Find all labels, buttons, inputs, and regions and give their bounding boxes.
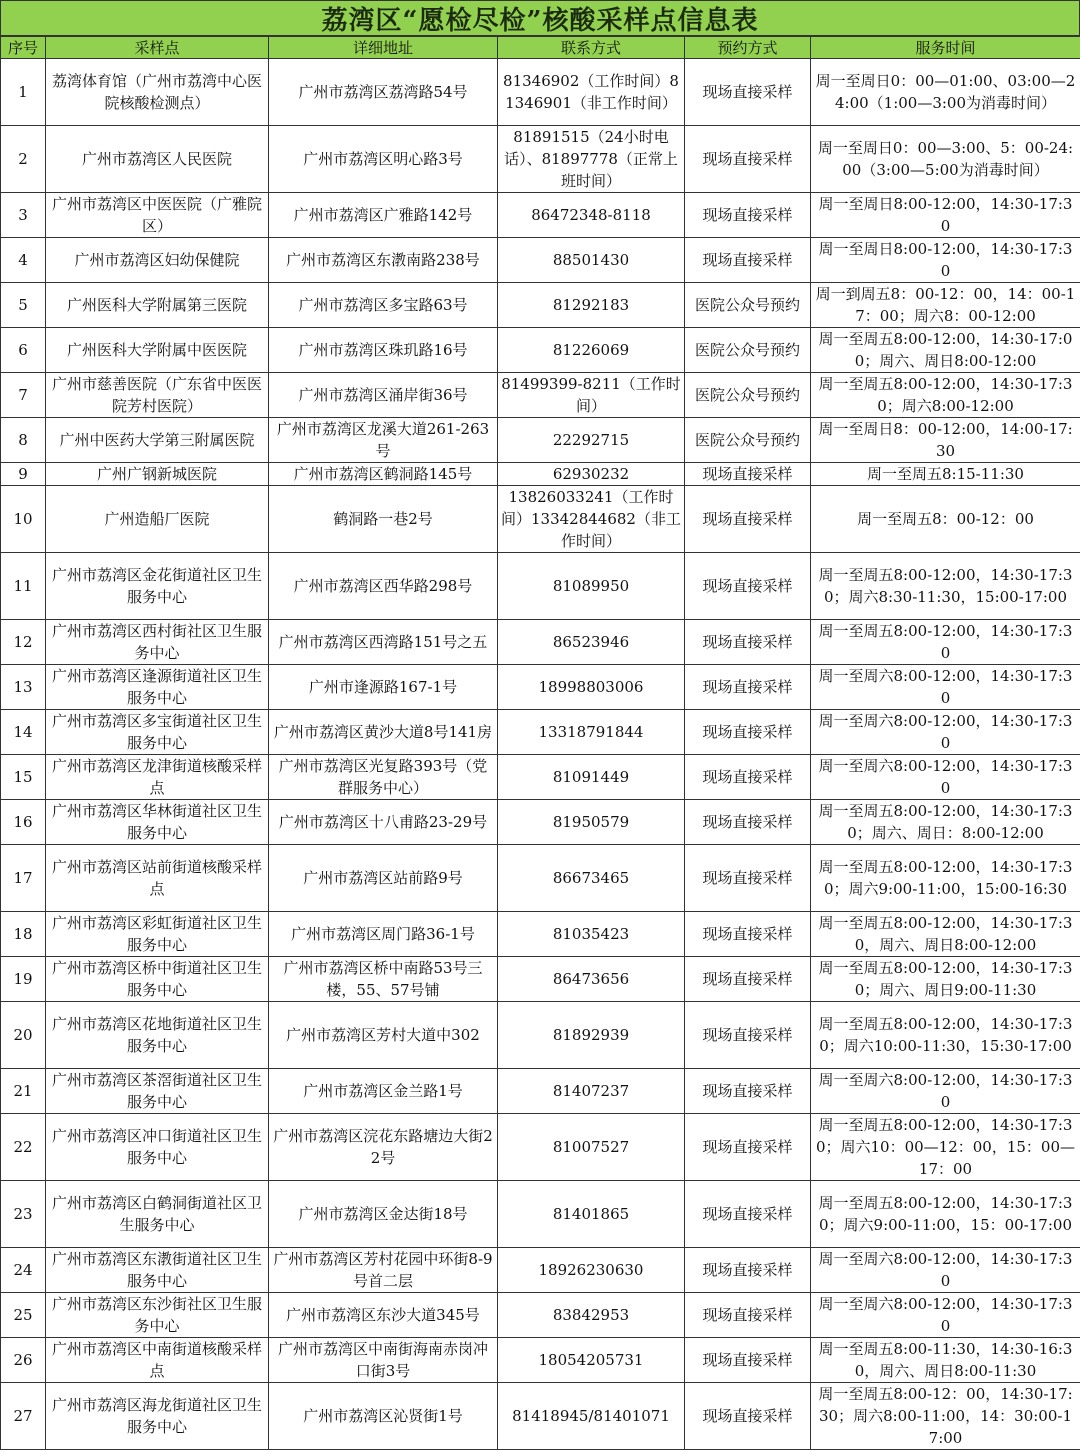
service-hours: 周一至周六8:00-12:00，14:30-17:30 bbox=[811, 665, 1080, 710]
table-row bbox=[1, 59, 1080, 126]
table-row bbox=[1, 1293, 1080, 1338]
service-hours: 周一至周五8:00-12:00，14:30-17:30；周六10:00-11:30，15:30-17:00 bbox=[811, 1002, 1080, 1069]
booking-method: 现场直接采样 bbox=[685, 59, 811, 126]
booking-method: 现场直接采样 bbox=[685, 193, 811, 238]
contact: 81418945/81401071 bbox=[498, 1383, 685, 1450]
booking-method: 医院公众号预约 bbox=[685, 418, 811, 463]
service-hours: 周一至周六8:00-12:00，14:30-17:30 bbox=[811, 710, 1080, 755]
service-hours: 周一至周五8:00-12:00，14:30-17:30 bbox=[811, 620, 1080, 665]
table-row bbox=[1, 800, 1080, 845]
table-row bbox=[1, 373, 1080, 418]
row-number: 15 bbox=[1, 755, 46, 800]
site-name: 广州市荔湾区桥中街道社区卫生服务中心 bbox=[46, 957, 269, 1002]
service-hours: 周一至周五8:00-12:00，14:30-17:30；周六8:30-11:30，15:00-17:00 bbox=[811, 553, 1080, 620]
service-hours: 周一至周日8:00-12:00，14:30-17:30 bbox=[811, 193, 1080, 238]
row-number: 24 bbox=[1, 1248, 46, 1293]
row-number: 1 bbox=[1, 59, 46, 126]
address: 广州市荔湾区中南街海南赤岗冲口街3号 bbox=[269, 1338, 498, 1383]
table-row bbox=[1, 1181, 1080, 1248]
service-hours: 周一到周五8：00-12：00，14：00-17：00；周六8：00-12:00 bbox=[811, 283, 1080, 328]
header-address: 详细地址 bbox=[269, 37, 498, 59]
service-hours: 周一至周六8:00-12:00，14:30-17:30 bbox=[811, 1248, 1080, 1293]
site-name: 广州市荔湾区人民医院 bbox=[46, 126, 269, 193]
site-name: 广州医科大学附属第三医院 bbox=[46, 283, 269, 328]
contact: 81892939 bbox=[498, 1002, 685, 1069]
row-number: 8 bbox=[1, 418, 46, 463]
address: 广州市荔湾区明心路3号 bbox=[269, 126, 498, 193]
site-name: 广州医科大学附属中医医院 bbox=[46, 328, 269, 373]
service-hours: 周一至周五8:00-12:00，14:30-17:30；周六10：00—12：00，15：00—17：00 bbox=[811, 1114, 1080, 1181]
table-row bbox=[1, 957, 1080, 1002]
site-name: 广州市荔湾区彩虹街道社区卫生服务中心 bbox=[46, 912, 269, 957]
booking-method: 现场直接采样 bbox=[685, 1002, 811, 1069]
address: 广州市荔湾区珠玑路16号 bbox=[269, 328, 498, 373]
site-name: 广州市荔湾区多宝街道社区卫生服务中心 bbox=[46, 710, 269, 755]
row-number: 14 bbox=[1, 710, 46, 755]
contact: 22292715 bbox=[498, 418, 685, 463]
header-site: 采样点 bbox=[46, 37, 269, 59]
row-number: 21 bbox=[1, 1069, 46, 1114]
site-name: 广州市荔湾区金花街道社区卫生服务中心 bbox=[46, 553, 269, 620]
address: 广州市荔湾区多宝路63号 bbox=[269, 283, 498, 328]
site-name: 广州市荔湾区茶滘街道社区卫生服务中心 bbox=[46, 1069, 269, 1114]
contact: 18054205731 bbox=[498, 1338, 685, 1383]
row-number: 18 bbox=[1, 912, 46, 957]
address: 广州市荔湾区涌岸街36号 bbox=[269, 373, 498, 418]
row-number: 20 bbox=[1, 1002, 46, 1069]
contact: 83842953 bbox=[498, 1293, 685, 1338]
service-hours: 周一至周六8:00-12:00，14:30-17:30 bbox=[811, 1293, 1080, 1338]
contact: 81007527 bbox=[498, 1114, 685, 1181]
table-row bbox=[1, 912, 1080, 957]
service-hours: 周一至周六8:00-12:00，14:30-17:30 bbox=[811, 1069, 1080, 1114]
table-row bbox=[1, 238, 1080, 283]
contact: 86472348-8118 bbox=[498, 193, 685, 238]
address: 广州市荔湾区金达街18号 bbox=[269, 1181, 498, 1248]
site-name: 广州市荔湾区站前街道核酸采样点 bbox=[46, 845, 269, 912]
booking-method: 现场直接采样 bbox=[685, 463, 811, 486]
contact: 81407237 bbox=[498, 1069, 685, 1114]
table-row bbox=[1, 1069, 1080, 1114]
address: 广州市荔湾区西华路298号 bbox=[269, 553, 498, 620]
address: 广州市荔湾区芳村大道中302 bbox=[269, 1002, 498, 1069]
service-hours: 周一至周五8:00-12:00，14:30-17:30，周六、周日8:00-12:00 bbox=[811, 912, 1080, 957]
contact: 81035423 bbox=[498, 912, 685, 957]
booking-method: 现场直接采样 bbox=[685, 1248, 811, 1293]
header-contact: 联系方式 bbox=[498, 37, 685, 59]
table-title: 荔湾区“愿检尽检”核酸采样点信息表 bbox=[0, 0, 1080, 36]
address: 广州市逢源路167-1号 bbox=[269, 665, 498, 710]
booking-method: 现场直接采样 bbox=[685, 1114, 811, 1181]
contact: 13318791844 bbox=[498, 710, 685, 755]
contact: 81499399-8211（工作时间） bbox=[498, 373, 685, 418]
table-row bbox=[1, 553, 1080, 620]
address: 广州市荔湾区沁贤街1号 bbox=[269, 1383, 498, 1450]
row-number: 26 bbox=[1, 1338, 46, 1383]
table-row bbox=[1, 486, 1080, 553]
site-name: 广州市荔湾区逢源街道社区卫生服务中心 bbox=[46, 665, 269, 710]
table-row bbox=[1, 665, 1080, 710]
site-name: 广州市荔湾区白鹤洞街道社区卫生服务中心 bbox=[46, 1181, 269, 1248]
booking-method: 现场直接采样 bbox=[685, 238, 811, 283]
row-number: 4 bbox=[1, 238, 46, 283]
contact: 81891515（24小时电话）、81897778（正常上班时间） bbox=[498, 126, 685, 193]
table-row bbox=[1, 193, 1080, 238]
site-name: 广州市荔湾区华林街道社区卫生服务中心 bbox=[46, 800, 269, 845]
booking-method: 现场直接采样 bbox=[685, 1383, 811, 1450]
booking-method: 现场直接采样 bbox=[685, 1181, 811, 1248]
address: 广州市荔湾区鹤洞路145号 bbox=[269, 463, 498, 486]
site-name: 广州市荔湾区东沙街社区卫生服务中心 bbox=[46, 1293, 269, 1338]
row-number: 9 bbox=[1, 463, 46, 486]
service-hours: 周一至周五8：00-12：00 bbox=[811, 486, 1080, 553]
site-name: 荔湾体育馆（广州市荔湾中心医院核酸检测点） bbox=[46, 59, 269, 126]
table-row bbox=[1, 1338, 1080, 1383]
row-number: 12 bbox=[1, 620, 46, 665]
table-row bbox=[1, 328, 1080, 373]
address: 广州市荔湾区龙溪大道261-263号 bbox=[269, 418, 498, 463]
service-hours: 周一至周五8:00-12：00，14:30-17:30；周六8:00-11:00，14：30:00-17:00 bbox=[811, 1383, 1080, 1450]
address: 广州市荔湾区光复路393号（党群服务中心） bbox=[269, 755, 498, 800]
service-hours: 周一至周日8:00-12:00，14:30-17:30 bbox=[811, 238, 1080, 283]
address: 鹤洞路一巷2号 bbox=[269, 486, 498, 553]
table-row bbox=[1, 1248, 1080, 1293]
contact: 81950579 bbox=[498, 800, 685, 845]
contact: 13826033241（工作时间）13342844682（非工作时间） bbox=[498, 486, 685, 553]
service-hours: 周一至周日8：00-12:00，14:00-17:30 bbox=[811, 418, 1080, 463]
contact: 81292183 bbox=[498, 283, 685, 328]
booking-method: 现场直接采样 bbox=[685, 665, 811, 710]
header-hours: 服务时间 bbox=[811, 37, 1080, 59]
booking-method: 现场直接采样 bbox=[685, 845, 811, 912]
row-number: 7 bbox=[1, 373, 46, 418]
table-row bbox=[1, 845, 1080, 912]
address: 广州市荔湾区西湾路151号之五 bbox=[269, 620, 498, 665]
site-name: 广州市荔湾区中南街道核酸采样点 bbox=[46, 1338, 269, 1383]
contact: 81226069 bbox=[498, 328, 685, 373]
sampling-sites-table bbox=[0, 36, 1080, 1450]
row-number: 3 bbox=[1, 193, 46, 238]
contact: 81091449 bbox=[498, 755, 685, 800]
service-hours: 周一至周五8:00-12:00，14:30-17:30；周六、周日9:00-11:30 bbox=[811, 957, 1080, 1002]
site-name: 广州造船厂医院 bbox=[46, 486, 269, 553]
site-name: 广州中医药大学第三附属医院 bbox=[46, 418, 269, 463]
contact: 81346902（工作时间）81346901（非工作时间） bbox=[498, 59, 685, 126]
row-number: 2 bbox=[1, 126, 46, 193]
address: 广州市荔湾区周门路36-1号 bbox=[269, 912, 498, 957]
service-hours: 周一至周五8:00-11:30，14:30-16:30，周六、周日8:00-11:30 bbox=[811, 1338, 1080, 1383]
booking-method: 现场直接采样 bbox=[685, 126, 811, 193]
contact: 81089950 bbox=[498, 553, 685, 620]
address: 广州市荔湾区芳村花园中环街8-9号首二层 bbox=[269, 1248, 498, 1293]
row-number: 17 bbox=[1, 845, 46, 912]
service-hours: 周一至周六8:00-12:00，14:30-17:30 bbox=[811, 755, 1080, 800]
site-name: 广州广钢新城医院 bbox=[46, 463, 269, 486]
address: 广州市荔湾区十八甫路23-29号 bbox=[269, 800, 498, 845]
site-name: 广州市荔湾区花地街道社区卫生服务中心 bbox=[46, 1002, 269, 1069]
table-row bbox=[1, 620, 1080, 665]
booking-method: 现场直接采样 bbox=[685, 800, 811, 845]
booking-method: 现场直接采样 bbox=[685, 957, 811, 1002]
site-name: 广州市荔湾区龙津街道核酸采样点 bbox=[46, 755, 269, 800]
table-row bbox=[1, 126, 1080, 193]
site-name: 广州市荔湾区妇幼保健院 bbox=[46, 238, 269, 283]
contact: 86473656 bbox=[498, 957, 685, 1002]
row-number: 16 bbox=[1, 800, 46, 845]
row-number: 25 bbox=[1, 1293, 46, 1338]
service-hours: 周一至周五8:00-12:00，14:30-17:00；周六、周日8:00-12:00 bbox=[811, 328, 1080, 373]
contact: 86673465 bbox=[498, 845, 685, 912]
booking-method: 医院公众号预约 bbox=[685, 373, 811, 418]
service-hours: 周一至周日0：00—3:00、5：00-24:00（3:00—5:00为消毒时间） bbox=[811, 126, 1080, 193]
table-row bbox=[1, 1002, 1080, 1069]
booking-method: 现场直接采样 bbox=[685, 710, 811, 755]
booking-method: 现场直接采样 bbox=[685, 553, 811, 620]
header-row bbox=[1, 37, 1080, 59]
row-number: 19 bbox=[1, 957, 46, 1002]
address: 广州市荔湾区浣花东路塘边大街22号 bbox=[269, 1114, 498, 1181]
table-row bbox=[1, 710, 1080, 755]
booking-method: 现场直接采样 bbox=[685, 486, 811, 553]
booking-method: 现场直接采样 bbox=[685, 912, 811, 957]
header-booking: 预约方式 bbox=[685, 37, 811, 59]
contact: 18926230630 bbox=[498, 1248, 685, 1293]
site-name: 广州市荔湾区东漖街道社区卫生服务中心 bbox=[46, 1248, 269, 1293]
table-row bbox=[1, 463, 1080, 486]
address: 广州市荔湾区桥中南路53号三楼，55、57号铺 bbox=[269, 957, 498, 1002]
row-number: 23 bbox=[1, 1181, 46, 1248]
booking-method: 医院公众号预约 bbox=[685, 328, 811, 373]
service-hours: 周一至周五8:00-12:00，14:30-17:30；周六8:00-12:00 bbox=[811, 373, 1080, 418]
booking-method: 医院公众号预约 bbox=[685, 283, 811, 328]
row-number: 13 bbox=[1, 665, 46, 710]
address: 广州市荔湾区荔湾路54号 bbox=[269, 59, 498, 126]
table-row bbox=[1, 418, 1080, 463]
address: 广州市荔湾区站前路9号 bbox=[269, 845, 498, 912]
row-number: 6 bbox=[1, 328, 46, 373]
table-row bbox=[1, 283, 1080, 328]
row-number: 27 bbox=[1, 1383, 46, 1450]
table-row bbox=[1, 1383, 1080, 1450]
header-no: 序号 bbox=[1, 37, 46, 59]
service-hours: 周一至周五8:00-12:00，14:30-17:30；周六9:00-11:00，15:00-16:30 bbox=[811, 845, 1080, 912]
address: 广州市荔湾区东沙大道345号 bbox=[269, 1293, 498, 1338]
service-hours: 周一至周五8:15-11:30 bbox=[811, 463, 1080, 486]
booking-method: 现场直接采样 bbox=[685, 755, 811, 800]
row-number: 5 bbox=[1, 283, 46, 328]
service-hours: 周一至周五8:00-12:00，14:30-17:30；周六、周日：8:00-12:00 bbox=[811, 800, 1080, 845]
address: 广州市荔湾区黄沙大道8号141房 bbox=[269, 710, 498, 755]
contact: 18998803006 bbox=[498, 665, 685, 710]
table-body bbox=[1, 59, 1080, 1450]
table-row bbox=[1, 1114, 1080, 1181]
booking-method: 现场直接采样 bbox=[685, 1338, 811, 1383]
table-row bbox=[1, 755, 1080, 800]
contact: 81401865 bbox=[498, 1181, 685, 1248]
site-name: 广州市荔湾区海龙街道社区卫生服务中心 bbox=[46, 1383, 269, 1450]
site-name: 广州市荔湾区冲口街道社区卫生服务中心 bbox=[46, 1114, 269, 1181]
address: 广州市荔湾区金兰路1号 bbox=[269, 1069, 498, 1114]
booking-method: 现场直接采样 bbox=[685, 1293, 811, 1338]
site-name: 广州市慈善医院（广东省中医医院芳村医院） bbox=[46, 373, 269, 418]
booking-method: 现场直接采样 bbox=[685, 1069, 811, 1114]
row-number: 10 bbox=[1, 486, 46, 553]
row-number: 11 bbox=[1, 553, 46, 620]
service-hours: 周一至周五8:00-12:00，14:30-17:30；周六9:00-11:00，15：00-17:00 bbox=[811, 1181, 1080, 1248]
contact: 88501430 bbox=[498, 238, 685, 283]
service-hours: 周一至周日0：00—01:00、03:00—24:00（1:00—3:00为消毒时间） bbox=[811, 59, 1080, 126]
booking-method: 现场直接采样 bbox=[685, 620, 811, 665]
address: 广州市荔湾区广雅路142号 bbox=[269, 193, 498, 238]
contact: 62930232 bbox=[498, 463, 685, 486]
row-number: 22 bbox=[1, 1114, 46, 1181]
site-name: 广州市荔湾区西村街社区卫生服务中心 bbox=[46, 620, 269, 665]
site-name: 广州市荔湾区中医医院（广雅院区） bbox=[46, 193, 269, 238]
address: 广州市荔湾区东漖南路238号 bbox=[269, 238, 498, 283]
contact: 86523946 bbox=[498, 620, 685, 665]
